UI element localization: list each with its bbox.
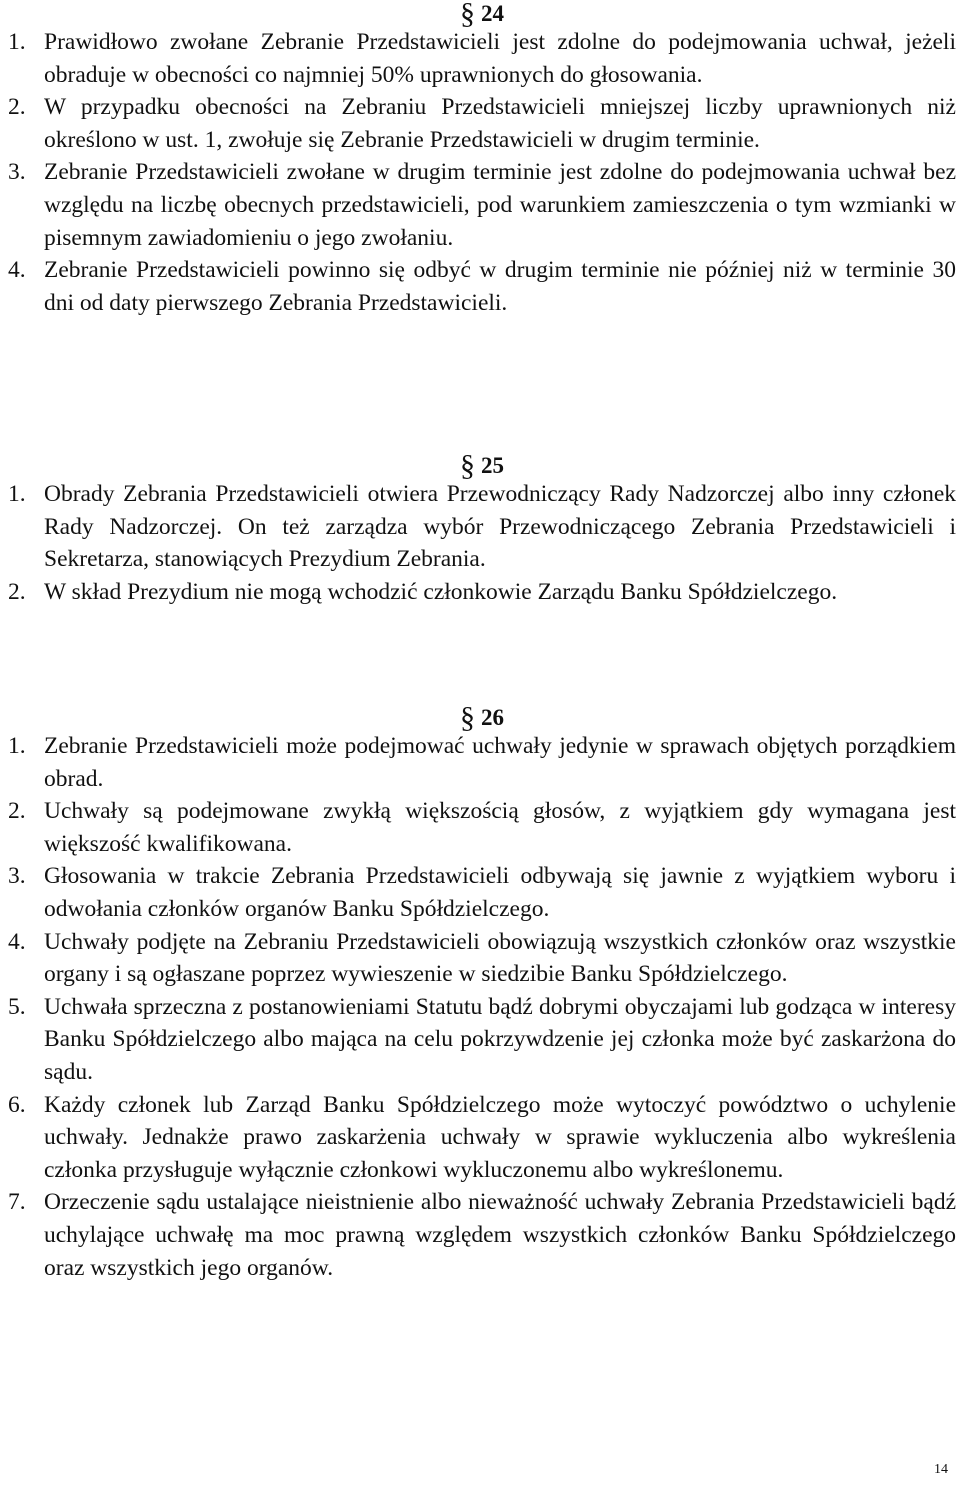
item-text: Głosowania w trakcie Zebrania Przedstawicieli odbywają się jawnie z wyjątkiem wyboru i odwołania członków organów Banku Spółdzielczego. <box>44 863 956 922</box>
item-text: W przypadku obecności na Zebraniu Przedstawicieli mniejszej liczby uprawnionych niż określono w ust. 1, zwołuje się Zebranie Przedstawicieli w drugim terminie. <box>44 94 956 153</box>
list-item <box>8 254 956 319</box>
item-number: 4. <box>8 257 26 284</box>
item-text: W skład Prezydium nie mogą wchodzić członkowie Zarządu Banku Spółdzielczego. <box>44 578 838 605</box>
list-item <box>8 795 956 860</box>
item-text: Prawidłowo zwołane Zebranie Przedstawicieli jest zdolne do podejmowania uchwał, jeżeli obraduje w obecności co najmniej 50% uprawnionych do głosowania. <box>44 29 956 88</box>
section-24 <box>8 0 956 319</box>
list-item <box>8 926 956 991</box>
item-number: 3. <box>8 863 26 890</box>
item-number: 3. <box>8 159 26 186</box>
section-heading <box>8 701 956 734</box>
item-text: Obrady Zebrania Przedstawicieli otwiera Przewodniczący Rady Nadzorczej albo inny członek Rady Nadzorczej. On też zarządza wybór Przewodniczącego Zebrania Przedstawicieli i Sekretarza, stanowiących Prezydium Zebrania. <box>44 481 956 573</box>
item-number: 1. <box>8 733 26 759</box>
list-item <box>8 156 956 254</box>
item-number: 4. <box>8 928 26 955</box>
item-number: 2. <box>8 94 26 121</box>
section-number: 24 <box>481 1 504 26</box>
list-item <box>8 91 956 156</box>
item-number: 7. <box>8 1189 26 1216</box>
item-text: Zebranie Przedstawicieli powinno się odbyć w drugim terminie nie później niż w terminie 30 dni od daty pierwszego Zebrania Przedstawicieli. <box>44 257 956 316</box>
section-items <box>8 478 956 608</box>
item-text: Każdy członek lub Zarząd Banku Spółdzielczego może wytoczyć powództwo o uchylenie uchwały. Jednakże prawo zaskarżenia uchwały w sprawie wykluczenia albo wykreślenia członka przysługuje wyłącznie członkowi wykluczonemu albo wykreślonemu. <box>44 1091 956 1183</box>
list-item <box>8 1186 956 1284</box>
section-symbol: § <box>460 0 475 30</box>
section-items <box>8 26 956 319</box>
item-number: 2. <box>8 798 26 825</box>
item-text: Zebranie Przedstawicieli zwołane w drugim terminie jest zdolne do podejmowania uchwał bez względu na liczbę obecnych przedstawicieli, pod warunkiem zamieszczenia o tym wzmianki w pisemnym zawiadomieniu o jego zwołaniu. <box>44 159 956 251</box>
list-item <box>8 576 956 609</box>
list-item <box>8 26 956 91</box>
item-text: Zebranie Przedstawicieli może podejmować uchwały jedynie w sprawach objętych porządkiem obrad. <box>44 733 956 792</box>
page-number: 14 <box>934 1462 948 1477</box>
list-item <box>8 991 956 1089</box>
item-number: 5. <box>8 993 26 1020</box>
item-text: Uchwała sprzeczna z postanowieniami Statutu bądź dobrymi obyczajami lub godząca w interesy Banku Spółdzielczego albo mająca na celu pokrzywdzenie jej członka może być zaskarżona do sądu. <box>44 993 956 1085</box>
section-heading <box>8 0 956 30</box>
section-number: 25 <box>481 453 504 478</box>
item-number: 2. <box>8 578 26 605</box>
section-25 <box>8 450 956 608</box>
section-symbol: § <box>460 701 475 734</box>
section-symbol: § <box>460 449 475 482</box>
section-number: 26 <box>481 705 504 730</box>
list-item <box>8 730 956 795</box>
item-number: 1. <box>8 29 26 55</box>
item-text: Uchwały podjęte na Zebraniu Przedstawicieli obowiązują wszystkich członków oraz wszystkie organy i są ogłaszane poprzez wywieszenie w siedzibie Banku Spółdzielczego. <box>44 928 956 988</box>
list-item <box>8 478 956 576</box>
list-item <box>8 860 956 925</box>
item-number: 6. <box>8 1091 26 1118</box>
list-item <box>8 1089 956 1187</box>
item-text: Uchwały są podejmowane zwykłą większością głosów, z wyjątkiem gdy wymagana jest większość kwalifikowana. <box>44 798 956 857</box>
item-text: Orzeczenie sądu ustalające nieistnienie albo nieważność uchwały Zebrania Przedstawicieli bądź uchylające uchwałę ma moc prawną względem wszystkich członków Banku Spółdzielczego oraz wszystkich jego organów. <box>44 1189 956 1281</box>
section-heading <box>8 449 956 482</box>
section-items <box>8 730 956 1284</box>
section-26 <box>8 702 956 1284</box>
item-number: 1. <box>8 481 26 507</box>
